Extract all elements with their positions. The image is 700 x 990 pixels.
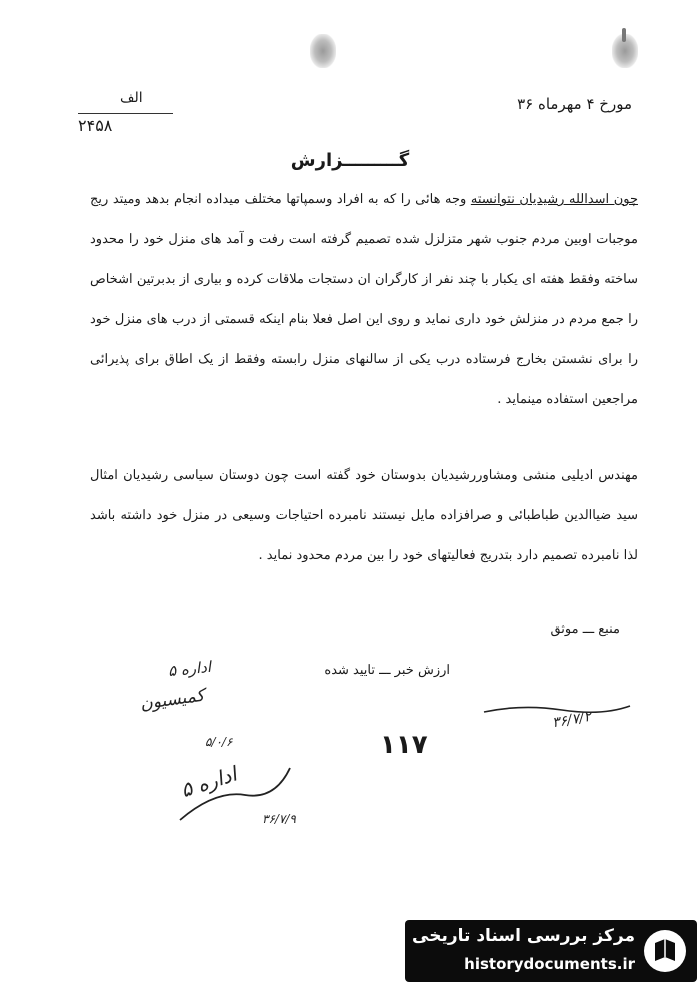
report-title: گـــــــــزارش (290, 150, 410, 171)
evaluation-line: ارزش خبر ـــ تایید شده (324, 663, 450, 678)
document-date: مورخ ۴ مهرماه ۳۶ (517, 95, 632, 113)
body-paragraph-2: مهندس ادیلیی منشی ومشاوررشیدیان بدوستان خود گفته است چون دوستان سیاسی رشیدیان امثال سید ضیاالدین طباطبائی و صرافزاده مایل نیستند نامبرده احتیاجات وسیعی در منزل خود داشته باشد لذا نامبرده تصمیم دارد بتدریج فعالیتهای خود را بین مردم محدود نماید . (90, 468, 638, 563)
underlined-phrase: چون اسدالله رشیدیان نتوانسته (470, 192, 638, 207)
handwritten-signature: اداره ۵ (177, 761, 240, 803)
header-divider (78, 113, 173, 114)
handwritten-note-5: ۳۶/۷/۹ (262, 812, 296, 826)
handwritten-document-number: ۱۱۷ (380, 730, 428, 760)
handwritten-date: ۳۶/۷/۲ (550, 708, 593, 732)
source-line: منبع ـــ موثق (550, 622, 620, 637)
reference-number: ۲۴۵۸ (78, 116, 113, 135)
body-paragraph-1 (90, 180, 638, 420)
signature-flourish-left (175, 760, 295, 830)
handwritten-note-1: اداره ۵ (167, 657, 212, 681)
classification-letter: الف (120, 90, 143, 106)
punch-hole-right (612, 34, 638, 68)
handwritten-note-3: ۵/۰/۶ (205, 735, 233, 749)
punch-hole-left (310, 34, 336, 68)
handwritten-note-2: کمیسیون (138, 685, 206, 715)
paragraph-1-text: وجه هائی را که به افراد وسمپاتها مختلف میداده انجام بدهد ومیتد ریج موجبات اوبین مردم جنوب شهر متزلزل شده تصمیم گرفته است رفت و آمد های منزل خود را محدود ساخته وفقط هفته ای یکبار با چند نفر از کارگران ان دستجات ملاقات کرده و بیاری از بدبرتین اشخاص را جمع مردم در منزلش خود داری نماید و روی این اصل فعلا بنام اینکه قسمتی از درب های منزل خود را برای نشستن بخارج فرستاده درب یکی از سالنهای منزل رابسته وفقط از یک اطاق برای پذیرائی مراجعین استفاده مینماید . (90, 192, 638, 407)
archive-website: historydocuments.ir (464, 955, 635, 973)
archive-logo (405, 920, 697, 982)
archive-name: مرکز بررسی اسناد تاریخی (412, 926, 635, 946)
archive-logo-icon (643, 929, 687, 973)
signature-flourish (482, 700, 632, 720)
